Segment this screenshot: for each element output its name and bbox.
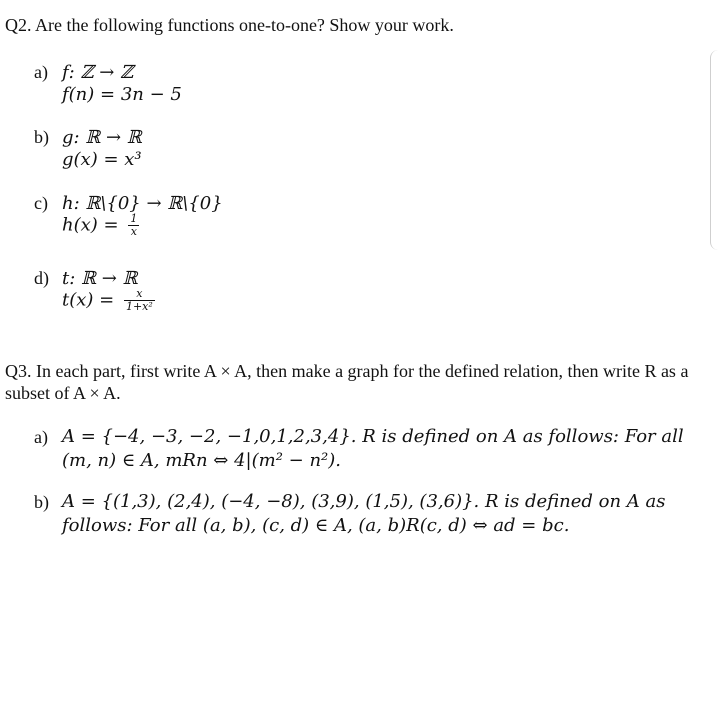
q3-part-a-text: A = {−4, −3, −2, −1,0,1,2,3,4}. R is defined on A as follows: For all (m, n) ∈ A, mRn ⇔ 4|(m² − n²). bbox=[62, 426, 684, 471]
q2-part-d-denominator: 1+x² bbox=[125, 300, 153, 313]
q2-part-c-label: c) bbox=[34, 193, 48, 213]
q2-part-a-label: a) bbox=[34, 62, 48, 82]
q2-part-b-label: b) bbox=[34, 127, 49, 147]
q2-part-d-rule bbox=[62, 288, 155, 313]
page-edge-divider bbox=[710, 50, 720, 250]
q2-part-d-fraction bbox=[124, 288, 155, 313]
q2-part-d-label: d) bbox=[34, 268, 49, 288]
q2-part-a-domain: f: ℤ → ℤ bbox=[62, 62, 134, 83]
q2-part-c-rule-lhs: h(x) = bbox=[62, 214, 125, 236]
q2-part-b-rule: g(x) = x³ bbox=[62, 149, 142, 170]
q3-part-b-text: A = {(1,3), (2,4), (−4, −8), (3,9), (1,5), (3,6)}. R is defined on A as follows: For all (a, b), (c, d) ∈ A, (a, b)R(c, d) ⇔ ad = bc. bbox=[62, 491, 666, 536]
q2-part-c-numerator: 1 bbox=[130, 212, 138, 225]
q2-part-b-domain: g: ℝ → ℝ bbox=[62, 127, 142, 148]
q3-part-b-label: b) bbox=[34, 492, 49, 512]
q2-part-c-rule bbox=[62, 213, 139, 238]
q2-part-a-rule: f(n) = 3n − 5 bbox=[62, 84, 182, 105]
q2-part-d-rule-lhs: t(x) = bbox=[62, 289, 120, 311]
q2-part-c-denominator: x bbox=[130, 225, 137, 238]
q2-heading: Q2. Are the following functions one-to-one? Show your work. bbox=[5, 15, 454, 35]
q2-part-d-domain: t: ℝ → ℝ bbox=[62, 268, 138, 289]
q3-part-a-label: a) bbox=[34, 427, 48, 447]
q2-part-d-numerator: x bbox=[124, 288, 155, 301]
q2-part-c-fraction bbox=[128, 213, 139, 238]
q2-part-c-domain: h: ℝ\{0} → ℝ\{0} bbox=[62, 193, 223, 214]
q3-heading: Q3. In each part, first write A × A, then make a graph for the defined relation, then write R as a subset of A × A. bbox=[5, 361, 689, 403]
